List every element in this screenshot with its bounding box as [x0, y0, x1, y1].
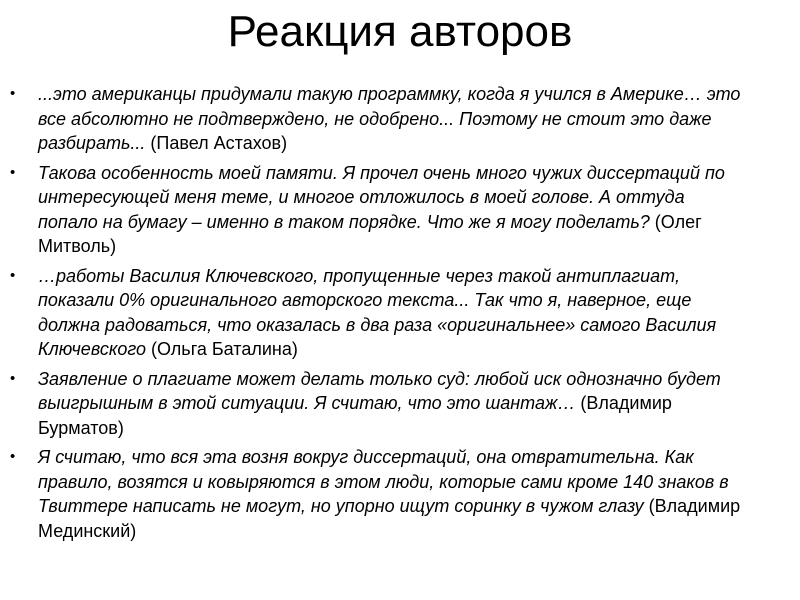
quote-author: (Владимир Бурматов): [38, 393, 672, 438]
quote-item-burmatov: [0, 367, 800, 441]
quote-item-medinsky: [0, 445, 800, 543]
quote-item-mitvol: [0, 161, 800, 259]
bullet-icon: •: [10, 266, 16, 284]
slide-title: Реакция авторов: [227, 7, 573, 56]
quote-text: ...это американцы придумали такую программку, когда я учился в Америке… это все абсолютно не подтверждено, не одобрено... Поэтому не стоит это даже разбирать...: [38, 84, 741, 153]
bullet-icon: •: [10, 163, 16, 181]
quote-author: (Владимир Мединский): [38, 496, 741, 541]
quote-text: Такова особенность моей памяти. Я прочел очень много чужих диссертаций по интересующей меня теме, и многое отложилось в моей голове. А оттуда попало на бумагу – именно в таком порядке. Что же я могу поделать?: [38, 162, 725, 232]
quote-list: [0, 82, 800, 548]
quote-item-astakhov: [0, 82, 800, 156]
bullet-icon: •: [10, 85, 16, 102]
bullet-icon: •: [10, 369, 16, 387]
quote-author: (Павел Астахов): [150, 133, 288, 153]
quote-item-batalina: [0, 264, 800, 362]
quote-author: (Олег Митволь): [38, 211, 702, 256]
quote-author: (Ольга Баталина): [151, 339, 298, 359]
bullet-icon: •: [10, 448, 16, 465]
quote-text: …работы Василия Ключевского, пропущенные через такой антиплагиат, показали 0% оригинального авторского текста... Так что я, наверное, еще должна радоваться, что оказалась в два раза «оригинальнее» самого Василия Ключевского: [38, 265, 717, 359]
quote-text: Заявление о плагиате может делать только суд: любой иск однозначно будет выигрышным в этой ситуации. Я считаю, что это шантаж…: [38, 368, 721, 413]
quote-text: Я считаю, что вся эта возня вокруг диссертаций, она отвратительна. Как правило, возятся и ковыряются в этом люди, которые сами кроме 140 знаков в Твиттере написать не могут, но упорно ищут соринку в чужом глазу: [38, 447, 729, 516]
